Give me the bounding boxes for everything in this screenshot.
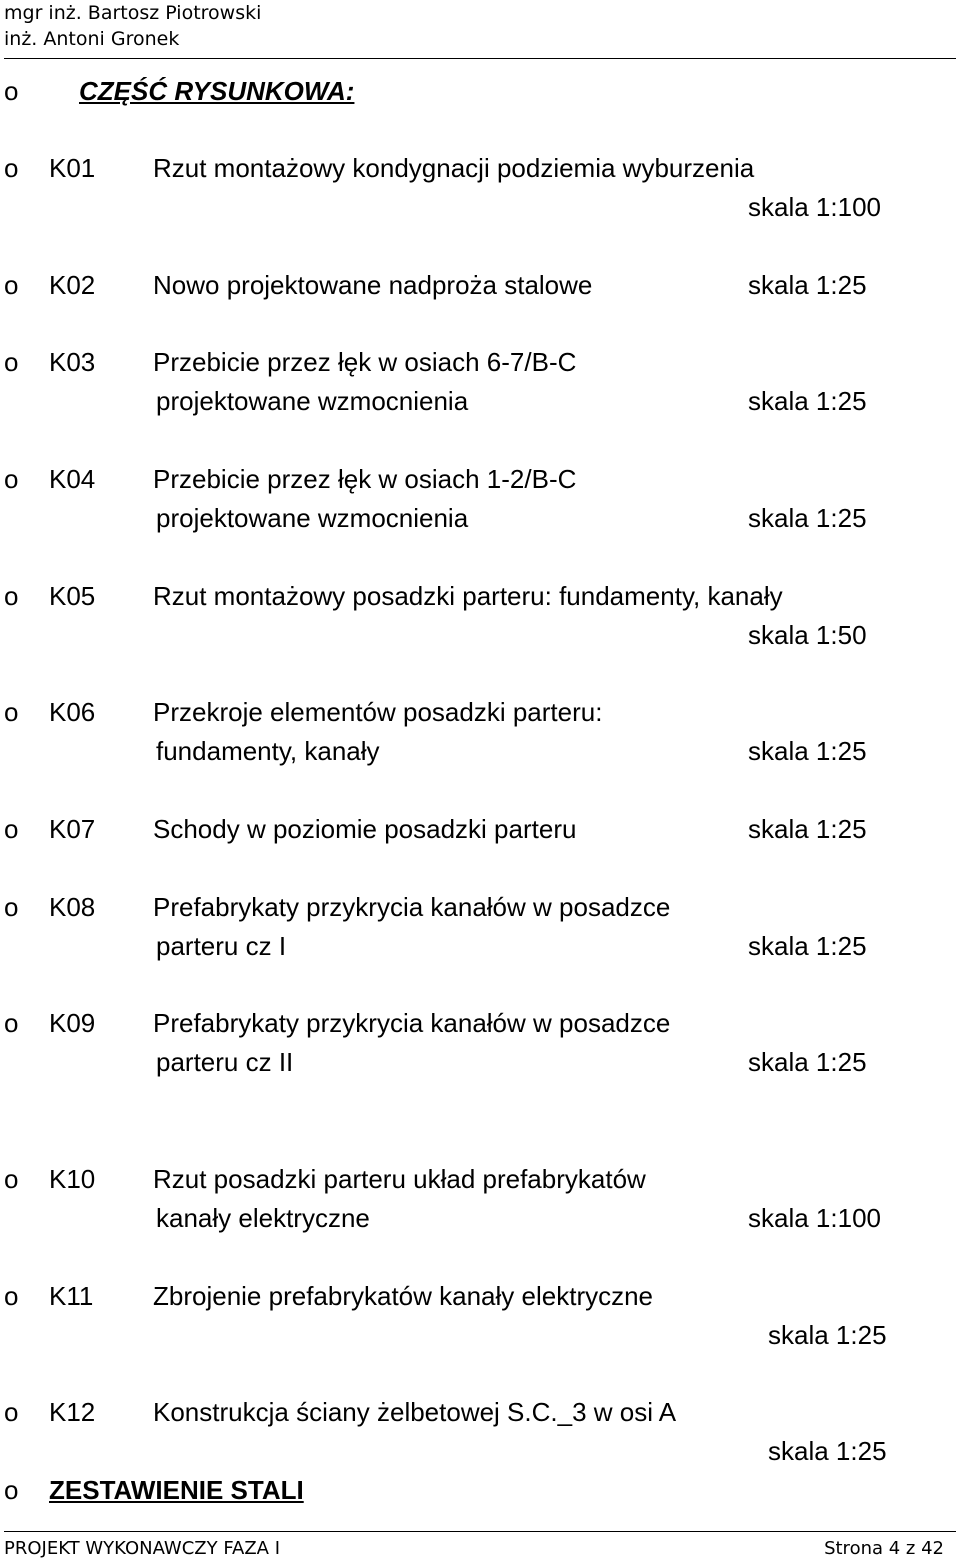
drawing-code: K07 (49, 814, 96, 844)
drawing-subtitle: projektowane wzmocnienia (156, 503, 469, 533)
bullet-icon: o (4, 347, 19, 377)
drawing-scale: skala 1:25 (768, 1320, 887, 1350)
drawing-code: K08 (49, 892, 96, 922)
drawing-code: K02 (49, 270, 96, 300)
drawing-title: Rzut montażowy posadzki parteru: fundamenty, kanały (153, 581, 783, 611)
bullet-icon: o (4, 581, 19, 611)
drawing-code: K11 (49, 1281, 94, 1311)
page-footer (4, 1531, 956, 1562)
drawing-title: Prefabrykaty przykrycia kanałów w posadzce (153, 892, 671, 922)
drawing-code: K06 (49, 697, 96, 727)
drawing-subtitle: parteru cz I (156, 931, 287, 961)
drawing-title: Prefabrykaty przykrycia kanałów w posadzce (153, 1008, 671, 1038)
bullet-icon: o (4, 1397, 19, 1427)
drawing-title: Przekroje elementów posadzki parteru: (153, 697, 603, 727)
bullet-icon: o (4, 892, 19, 922)
drawing-scale: skala 1:25 (748, 931, 867, 961)
footer-project: PROJEKT WYKONAWCZY FAZA I (4, 1538, 281, 1559)
drawing-scale: skala 1:25 (748, 736, 867, 766)
author-2: inż. Antoni Gronek (4, 28, 180, 50)
drawing-scale: skala 1:100 (748, 1203, 881, 1233)
bullet-icon: o (4, 1475, 19, 1505)
drawing-scale: skala 1:25 (768, 1436, 887, 1466)
drawing-code: K04 (49, 464, 96, 494)
drawing-code: K01 (49, 153, 96, 183)
drawing-title: Przebicie przez łęk w osiach 6-7/B-C (153, 347, 577, 377)
drawing-code: K03 (49, 347, 96, 377)
drawing-subtitle: kanały elektryczne (156, 1203, 370, 1233)
bullet-icon: o (4, 1008, 19, 1038)
steel-schedule-heading: ZESTAWIENIE STALI (49, 1475, 304, 1505)
bullet-icon: o (4, 153, 19, 183)
drawing-scale: skala 1:25 (748, 386, 867, 416)
bullet-icon: o (4, 464, 19, 494)
page-header (4, 0, 956, 59)
bullet-icon: o (4, 697, 19, 727)
bullet-icon: o (4, 814, 19, 844)
drawing-subtitle: parteru cz II (156, 1047, 294, 1077)
drawing-scale: skala 1:25 (748, 270, 867, 300)
footer-page-number: Strona 4 z 42 (824, 1538, 944, 1559)
bullet-icon: o (4, 1281, 19, 1311)
drawing-title: Przebicie przez łęk w osiach 1-2/B-C (153, 464, 577, 494)
drawing-title: Rzut posadzki parteru układ prefabrykatów (153, 1164, 646, 1194)
drawing-title: Schody w poziomie posadzki parteru (153, 814, 577, 844)
drawing-code: K10 (49, 1164, 96, 1194)
author-1: mgr inż. Bartosz Piotrowski (4, 2, 262, 24)
drawing-code: K09 (49, 1008, 96, 1038)
drawing-title: Zbrojenie prefabrykatów kanały elektryczne (153, 1281, 654, 1311)
drawing-scale: skala 1:25 (748, 503, 867, 533)
bullet-icon: o (4, 1164, 19, 1194)
drawing-title: Nowo projektowane nadproża stalowe (153, 270, 593, 300)
drawing-scale: skala 1:50 (748, 620, 867, 650)
drawing-subtitle: projektowane wzmocnienia (156, 386, 469, 416)
drawing-subtitle: fundamenty, kanały (156, 736, 380, 766)
bullet-icon: o (4, 270, 19, 300)
drawing-title: Rzut montażowy kondygnacji podziemia wyburzenia (153, 153, 755, 183)
drawing-scale: skala 1:100 (748, 192, 881, 222)
drawing-code: K12 (49, 1397, 96, 1427)
drawing-scale: skala 1:25 (748, 814, 867, 844)
bullet-icon: o (4, 76, 19, 106)
drawing-title: Konstrukcja ściany żelbetowej S.C._3 w osi A (153, 1397, 677, 1427)
section-heading: CZĘŚĆ RYSUNKOWA: (79, 76, 355, 106)
drawing-code: K05 (49, 581, 96, 611)
drawing-scale: skala 1:25 (748, 1047, 867, 1077)
